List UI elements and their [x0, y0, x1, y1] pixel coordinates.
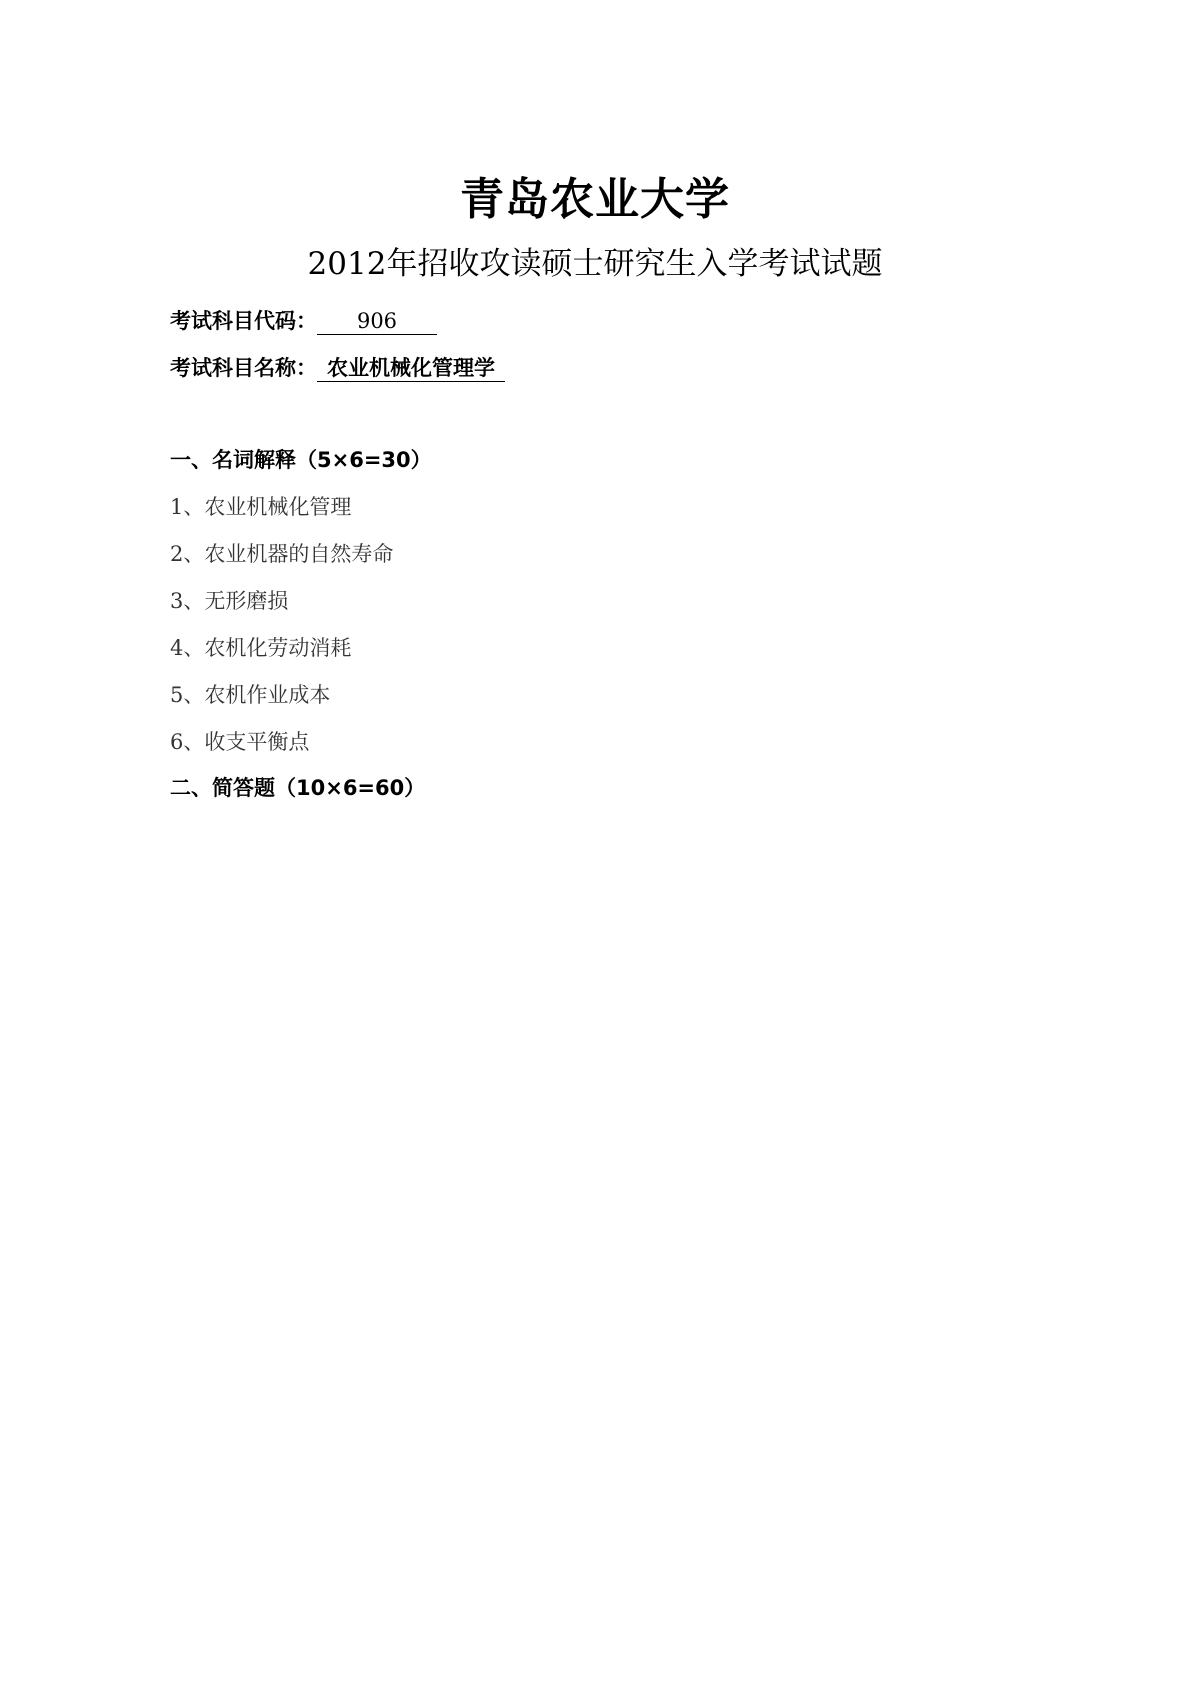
- list-item: 2、农业机器的自然寿命: [170, 542, 394, 566]
- terms-list: [170, 492, 393, 774]
- list-item: 4、农机化劳动消耗: [170, 636, 352, 660]
- subject-name-label: 考试科目名称：: [170, 356, 317, 380]
- section-heading-terms: 一、名词解释（5×6=30）: [170, 448, 432, 472]
- subject-name-field: [170, 353, 505, 383]
- subject-code-label: 考试科目代码：: [170, 309, 317, 333]
- subject-code-field: [170, 306, 437, 336]
- exam-title: 2012年招收攻读硕士研究生入学考试试题: [307, 246, 883, 282]
- subject-code-value: 906: [317, 308, 437, 335]
- list-item: 6、收支平衡点: [170, 730, 310, 754]
- subject-name-value: 农业机械化管理学: [317, 355, 505, 382]
- list-item: 5、农机作业成本: [170, 683, 331, 707]
- section-heading-short-answer: 二、简答题（10×6=60）: [170, 776, 426, 800]
- list-item: 3、无形磨损: [170, 589, 289, 613]
- list-item: 1、农业机械化管理: [170, 495, 352, 519]
- university-title: 青岛农业大学: [460, 174, 730, 225]
